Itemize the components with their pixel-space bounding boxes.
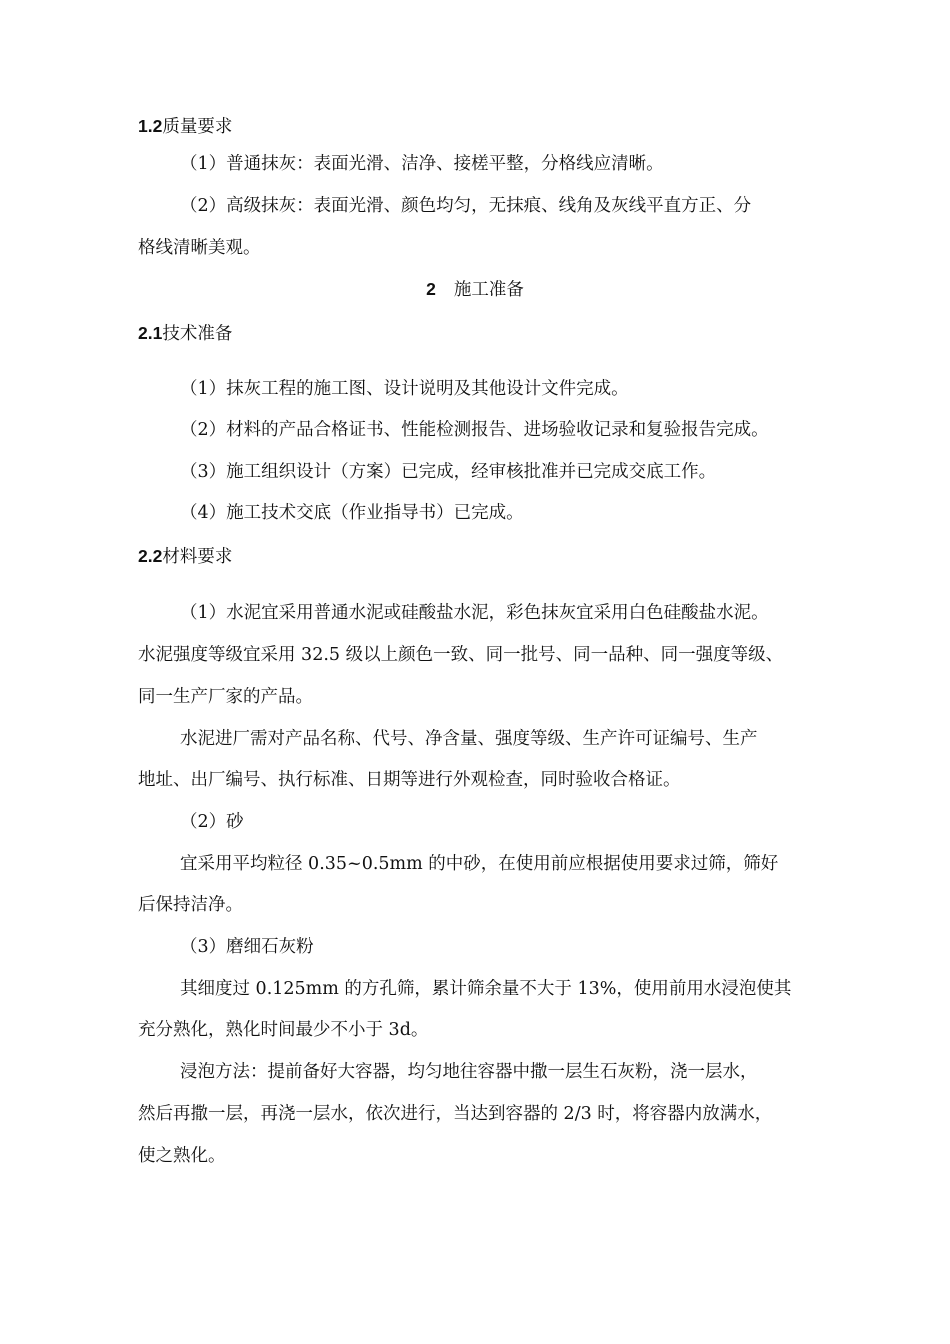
paragraph-line: 后保持洁净。 <box>138 895 243 915</box>
section-heading-1-2 <box>138 114 232 139</box>
section-title: 技术准备 <box>162 324 233 344</box>
paragraph-line: （1）水泥宜采用普通水泥或硅酸盐水泥，彩色抹灰宜采用白色硅酸盐水泥。 <box>180 603 769 623</box>
paragraph-line: 然后再撒一层，再浇一层水，依次进行，当达到容器的 2/3 时，将容器内放满水， <box>138 1104 773 1124</box>
paragraph-line: 其细度过 0.125mm 的方孔筛，累计筛余量不大于 13%，使用前用水浸泡使其 <box>180 979 792 999</box>
paragraph-line: （2）高级抹灰：表面光滑、颜色均匀，无抹痕、线角及灰线平直方正、分 <box>180 196 752 216</box>
paragraph-line: 格线清晰美观。 <box>138 238 261 258</box>
section-title: 质量要求 <box>162 117 233 137</box>
section-heading-2-1 <box>138 321 232 346</box>
chapter-number: 2 <box>426 279 436 299</box>
paragraph-line: 同一生产厂家的产品。 <box>138 687 313 707</box>
chapter-heading-2 <box>0 277 950 302</box>
subsection-title: （3）磨细石灰粉 <box>180 937 314 957</box>
section-number: 2.2 <box>138 546 163 566</box>
section-heading-2-2 <box>138 544 232 569</box>
paragraph-line: （3）施工组织设计（方案）已完成，经审核批准并已完成交底工作。 <box>180 462 717 482</box>
section-number: 1.2 <box>138 116 163 136</box>
paragraph-line: （1）普通抹灰：表面光滑、洁净、接槎平整，分格线应清晰。 <box>180 154 664 174</box>
section-title: 材料要求 <box>162 547 233 567</box>
chapter-title: 施工准备 <box>453 280 524 300</box>
paragraph-line: （1）抹灰工程的施工图、设计说明及其他设计文件完成。 <box>180 379 629 399</box>
paragraph-line: 使之熟化。 <box>138 1146 226 1166</box>
paragraph-line: 宜采用平均粒径 0.35~0.5mm 的中砂，在使用前应根据使用要求过筛，筛好 <box>180 854 779 874</box>
paragraph-line: 水泥进厂需对产品名称、代号、净含量、强度等级、生产许可证编号、生产 <box>180 729 758 749</box>
subsection-title: （2）砂 <box>180 812 244 832</box>
paragraph-line: （2）材料的产品合格证书、性能检测报告、进场验收记录和复验报告完成。 <box>180 420 769 440</box>
paragraph-line: 地址、出厂编号、执行标准、日期等进行外观检查，同时验收合格证。 <box>138 770 681 790</box>
paragraph-line: 水泥强度等级宜采用 32.5 级以上颜色一致、同一批号、同一品种、同一强度等级、 <box>138 645 784 665</box>
paragraph-line: 充分熟化，熟化时间最少不小于 3d。 <box>138 1020 429 1040</box>
paragraph-line: 浸泡方法：提前备好大容器，均匀地往容器中撒一层生石灰粉，浇一层水， <box>180 1062 758 1082</box>
section-number: 2.1 <box>138 323 163 343</box>
paragraph-line: （4）施工技术交底（作业指导书）已完成。 <box>180 503 524 523</box>
